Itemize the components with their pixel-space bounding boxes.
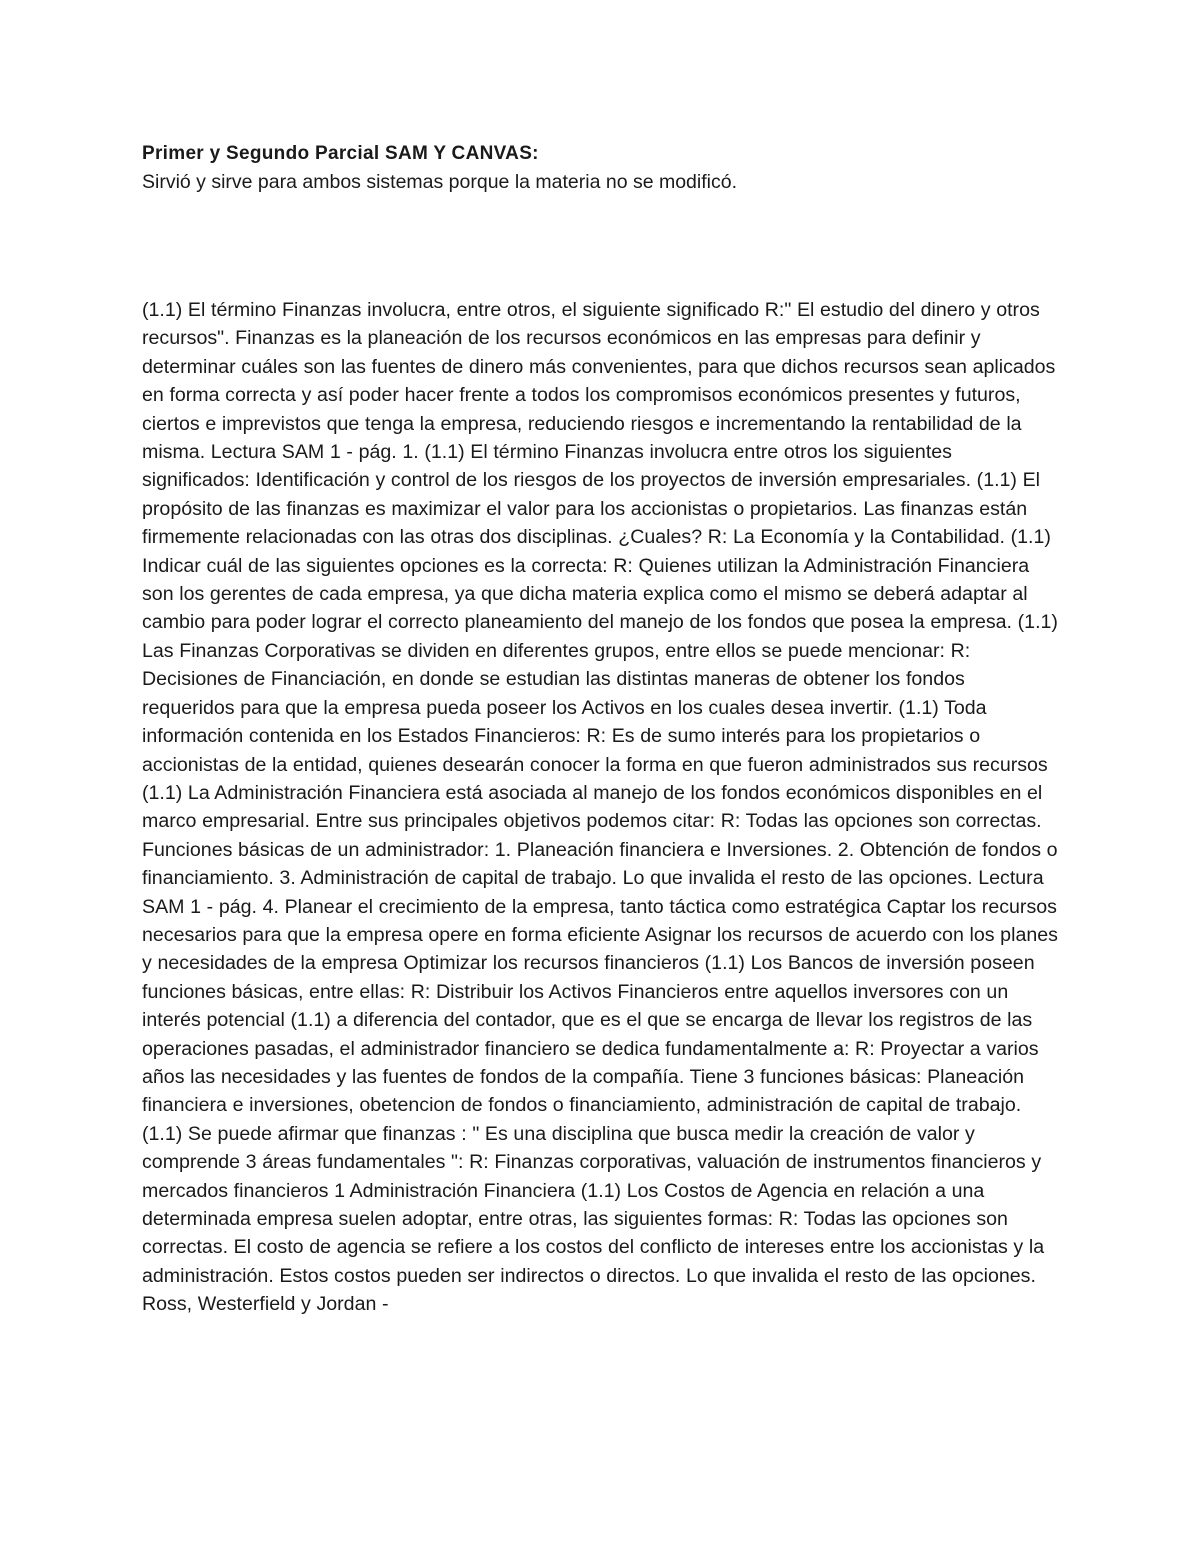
document-subheading: Sirvió y sirve para ambos sistemas porque la materia no se modificó. xyxy=(142,171,737,193)
document-body-paragraph: (1.1) El término Finanzas involucra, entre otros, el siguiente significado R:" El estudio del dinero y otros recursos". Finanzas es la planeación de los recursos económicos en las empresas para definir y determinar cuáles son las fuentes de dinero más convenientes, para que dichos recursos sean aplicados en forma correcta y así poder hacer frente a todos los compromisos económicos presentes y futuros, ciertos e imprevistos que tenga la empresa, reduciendo riesgos e incrementando la rentabilidad de la misma. Lectura SAM 1 - pág. 1. (1.1) El término Finanzas involucra entre otros los siguientes significados: Identificación y control de los riesgos de los proyectos de inversión empresariales. (1.1) El propósito de las finanzas es maximizar el valor para los accionistas o propietarios. Las finanzas están firmemente relacionadas con las otras dos disciplinas. ¿Cuales? R: La Economía y la Contabilidad. (1.1) Indicar cuál de las siguientes opciones es la correcta: R: Quienes utilizan la Administración Financiera son los gerentes de cada empresa, ya que dicha materia explica como el mismo se deberá adaptar al cambio para poder lograr el correcto planeamiento del manejo de los fondos que posea la empresa. (1.1) Las Finanzas Corporativas se dividen en diferentes grupos, entre ellos se puede mencionar: R: Decisiones de Financiación, en donde se estudian las distintas maneras de obtener los fondos requeridos para que la empresa pueda poseer los Activos en los cuales desea invertir. (1.1) Toda información contenida en los Estados Financieros: R: Es de sumo interés para los propietarios o accionistas de la entidad, quienes desearán conocer la forma en que fueron administrados sus recursos (1.1) La Administración Financiera está asociada al manejo de los fondos económicos disponibles en el marco empresarial. Entre sus principales objetivos podemos citar: R: Todas las opciones son correctas. Funciones básicas de un administrador: 1. Planeación financiera e Inversiones. 2. Obtención de fondos o financiamiento. 3. Administración de capital de trabajo. Lo que invalida el resto de las opciones. Lectura SAM 1 - pág. 4. Planear el crecimiento de la empresa, tanto táctica como estratégica Captar los recursos necesarios para que la empresa opere en forma eficiente Asignar los recursos de acuerdo con los planes y necesidades de la empresa Optimizar los recursos financieros (1.1) Los Bancos de inversión poseen funciones básicas, entre ellas: R: Distribuir los Activos Financieros entre aquellos inversores con un interés potencial (1.1) a diferencia del contador, que es el que se encarga de llevar los registros de las operaciones pasadas, el administrador financiero se dedica fundamentalmente a: R: Proyectar a varios años las necesidades y las fuentes de fondos de la compañía. Tiene 3 funciones básicas: Planeación financiera e inversiones, obetencion de fondos o financiamiento, administración de capital de trabajo. (1.1) Se puede afirmar que finanzas : " Es una disciplina que busca medir la creación de valor y comprende 3 áreas fundamentales ": R: Finanzas corporativas, valuación de instrumentos financieros y mercados financieros 1 Administración Financiera (1.1) Los Costos de Agencia en relación a una determinada empresa suelen adoptar, entre otras, las siguientes formas: R: Todas las opciones son correctas. El costo de agencia se refiere a los costos del conflicto de intereses entre los accionistas y la administración. Estos costos pueden ser indirectos o directos. Lo que invalida el resto de las opciones. Ross, Westerfield y Jordan - xyxy=(142,299,1058,1316)
document-heading: Primer y Segundo Parcial SAM Y CANVAS: xyxy=(142,143,539,164)
document-content xyxy=(142,140,1062,1319)
